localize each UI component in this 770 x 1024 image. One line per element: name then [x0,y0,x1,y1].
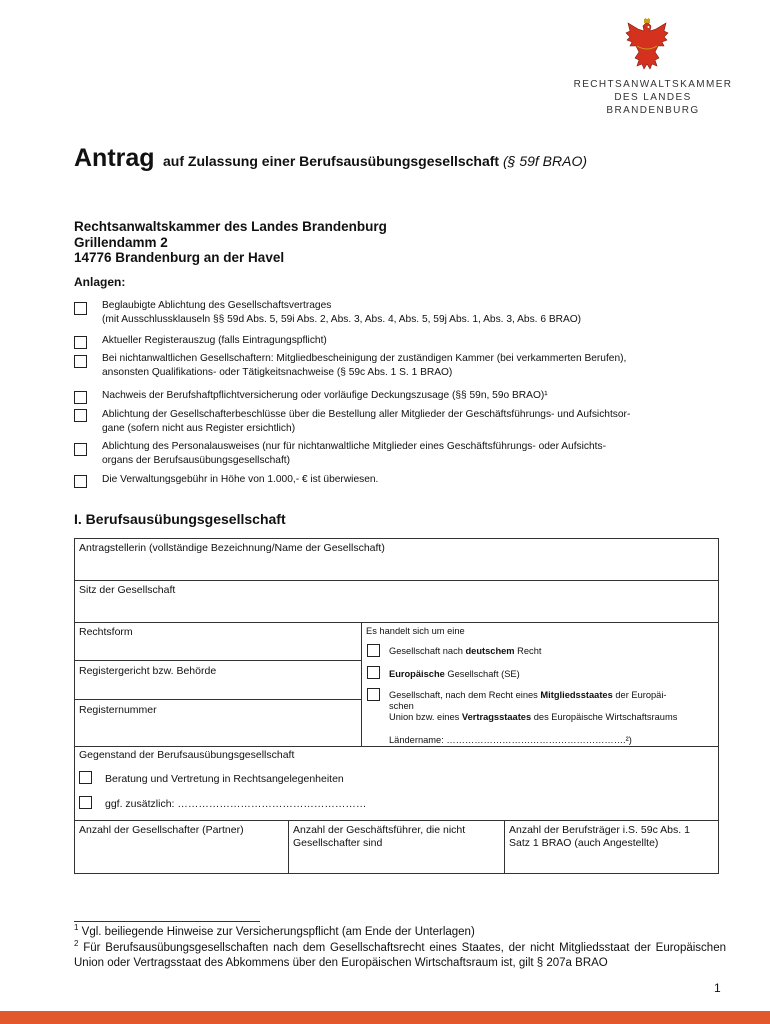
option-emphasis: Mitgliedsstaates [540,690,613,700]
section-heading: I. Berufsausübungsgesellschaft [74,511,286,527]
divider [288,820,289,874]
purpose-option-legal-advice: Beratung und Vertretung in Rechtsangelegenheiten [105,773,344,785]
attachment-label: Ablichtung des Personalausweises (nur für nichtanwaltliche Mitglieder eines Geschäftsführungs- oder Aufsichts- organs der Berufsausübungsgesellschaft) [102,441,606,466]
option-text: der Europäi- schen Union bzw. eines [389,690,667,722]
brandenburg-eagle-icon [622,18,672,76]
option-emphasis: Vertragsstaates [461,712,532,722]
recipient-address [74,219,387,266]
title-legal-ref: (§ 59f BRAO) [502,153,588,169]
seat-label: Sitz der Gesellschaft [79,584,176,596]
count-managers-label: Anzahl der Geschäftsführer, die nicht Gesellschafter sind [293,824,466,849]
option-emphasis: Europäische [389,669,445,679]
country-name-field[interactable]: Ländername: ………………………………………………….²) [389,735,632,745]
footnote-text: Vgl. beiliegende Hinweise zur Versicherungspflicht (am Ende der Unterlagen) [81,926,475,938]
chamber-name-line1: RECHTSANWALTSKAMMER [573,79,733,90]
divider [361,622,362,746]
attachment-label: Bei nichtanwaltlichen Gesellschaftern: Mitgliedbescheinigung der zuständigen Kammer (bei verkammerten Berufen), ansonsten Qualifikations- oder Tätigkeitsnachweise (§ 59c Abs. 1 S. 1 BRAO) [102,353,627,378]
title-main: Antrag [74,144,155,172]
applicant-label: Antragstellerin (vollständige Bezeichnung/Name der Gesellschaft) [79,542,385,554]
option-german-law [389,646,541,657]
register-court-label: Registergericht bzw. Behörde [79,665,217,677]
company-form [74,538,719,874]
checkbox-icon[interactable] [74,302,87,315]
register-number-label: Registernummer [79,704,157,716]
footer-accent-bar [0,1011,770,1024]
purpose-option-additional[interactable]: ggf. zusätzlich: ……………………………………………… [105,798,367,810]
divider [75,746,718,747]
divider [75,580,718,581]
attachment-label: Nachweis der Berufshaftpflichtversicherung oder vorläufige Deckungszusage (§§ 59n, 59o BRAO)¹ [102,390,548,401]
checkbox-icon[interactable] [74,355,87,368]
address-line1: Rechtsanwaltskammer des Landes Brandenburg [74,219,387,234]
option-emphasis: deutschem [465,646,515,656]
divider [75,660,361,661]
checkbox-icon[interactable] [79,771,92,784]
chamber-name-line2: DES LANDES BRANDENBURG [606,92,700,116]
page-title [74,144,587,173]
checkbox-icon[interactable] [74,475,87,488]
count-professionals-label: Anzahl der Berufsträger i.S. 59c Abs. 1 Satz 1 BRAO (auch Angestellte) [509,824,690,849]
checkbox-icon[interactable] [367,688,380,701]
page-number: 1 [714,981,721,995]
attachment-label: Beglaubigte Ablichtung des Gesellschaftsvertrages (mit Ausschlussklauseln §§ 59d Abs. 5, 59i Abs. 2, Abs. 3, Abs. 4, Abs. 5, 59j Abs. 1, Abs. 3, Abs. 6 BRAO) [102,300,582,325]
divider [75,699,361,700]
attachments-heading: Anlagen: [74,275,126,289]
title-subtitle [163,153,587,169]
address-line3: 14776 Brandenburg an der Havel [74,250,285,265]
checkbox-icon[interactable] [74,443,87,456]
footnote-2 [74,941,726,971]
checkbox-icon[interactable] [74,409,87,422]
footnote-divider [74,921,260,922]
legal-form-label: Rechtsform [79,626,133,638]
checkbox-icon[interactable] [74,391,87,404]
attachment-label: Aktueller Registerauszug (falls Eintragungspflicht) [102,335,327,346]
footnote-mark: 1 [74,923,79,933]
checkbox-icon[interactable] [367,666,380,679]
option-text: Gesellschaft, nach dem Recht eines [389,690,541,700]
attachment-label: Die Verwaltungsgebühr in Höhe von 1.000,- € ist überwiesen. [102,474,379,485]
checkbox-icon[interactable] [79,796,92,809]
title-subtitle-text: auf Zulassung einer Berufsausübungsgesellschaft [163,153,500,169]
address-line2: Grillendamm 2 [74,234,168,250]
purpose-label: Gegenstand der Berufsausübungsgesellschaft [79,749,295,761]
option-text: Gesellschaft (SE) [444,669,520,679]
checkbox-icon[interactable] [367,644,380,657]
company-type-heading: Es handelt sich um eine [366,626,465,636]
checkbox-icon[interactable] [74,336,87,349]
count-partners-label: Anzahl der Gesellschafter (Partner) [79,824,244,836]
chamber-name [568,78,738,117]
divider [75,622,718,623]
option-text: Recht [514,646,542,656]
footnote-mark: 2 [74,939,79,949]
option-se [389,669,520,680]
option-text: Gesellschaft nach [389,646,466,656]
footnote-1 [74,925,726,940]
divider [75,820,718,821]
divider [504,820,505,874]
attachment-label: Ablichtung der Gesellschafterbeschlüsse über die Bestellung aller Mitglieder der Geschäftsführungs- und Aufsichtsor- gane (sofern nicht aus Register ersichtlich) [102,409,631,434]
option-text: des Europäische Wirtschaftsraums [531,712,678,722]
footnote-text: Für Berufsausübungsgesellschaften nach dem Gesellschaftsrecht eines Staates, der nicht Mitgliedsstaat der Europäischen Union oder Vertragsstaat des Abkommens über den Europäischen Wirtschaftsraum ist, gilt § 207a BRAO [74,942,726,969]
option-eu-state [389,690,719,723]
